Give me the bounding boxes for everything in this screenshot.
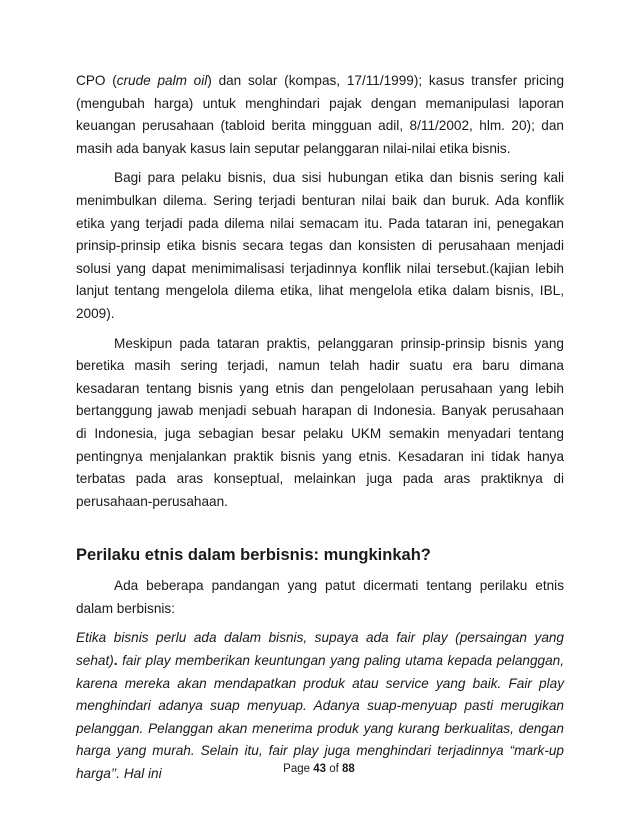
paragraph-5 (76, 627, 564, 785)
bold-period: . (113, 653, 118, 669)
italic-text: Etika bisnis perlu ada dalam bisnis, supaya ada fair play (persaingan yang sehat) (76, 630, 564, 669)
total-page-number: 88 (342, 763, 355, 775)
paragraph-4: Ada beberapa pandangan yang patut dicermati tentang perilaku etnis dalam berbisnis: (76, 578, 564, 616)
current-page-number: 43 (313, 763, 327, 775)
paragraph-1 (76, 70, 564, 160)
paragraph-3: Meskipun pada tataran praktis, pelanggaran prinsip-prinsip bisnis yang beretika masih sering terjadi, namun telah hadir suatu era baru dimana kesadaran tentang bisnis yang etnis dan pengelolaan perusahaan yang lebih bertanggung jawab menjadi sebuah harapan di Indonesia. Banyak perusahaan di Indonesia, juga sebagian besar pelaku UKM semakin menyadari tentang pentingnya menjalankan praktik bisnis yang etnis. Kesadaran ini tidak hanya terbatas pada aras konseptual, melainkan juga pada aras praktiknya di perusahaan-perusahaan. (76, 335, 564, 509)
paragraph-2: Bagi para pelaku bisnis, dua sisi hubungan etika dan bisnis sering kali menimbulkan dilema. Sering terjadi benturan nilai baik dan buruk. Ada konflik etika yang terjadi pada dilema nilai semacam itu. Pada tataran ini, penegakan prinsip-prinsip etika bisnis secara tegas dan konsisten di perusahaan menjadi solusi yang dapat menimimalisasi terjadinnya konflik nilai tersebut.(kajian lebih lanjut tentang mengelola dilema etika, lihat mengelola etika dalam bisnis, IBL, 2009). (76, 170, 564, 321)
page-footer (0, 763, 638, 775)
text-run: CPO ( (76, 73, 117, 88)
footer-of: of (326, 763, 343, 775)
text-run: ) dan solar (kompas, 17/11/1999); kasus transfer pricing (mengubah harga) untuk menghindari pajak dengan memanipulasi laporan keuangan perusahaan (tabloid berita mingguan adil, 8/11/2002, hlm. 20); dan masih ada banyak kasus lain seputar pelanggaran nilai-nilai etika bisnis. (76, 73, 565, 156)
section-heading: Perilaku etnis dalam berbisnis: mungkinkah? (76, 546, 431, 565)
italic-text: fair play memberikan keuntungan yang paling utama kepada pelanggan, karena mereka akan mendapatkan produk atau service yang baik. Fair play menghindari adanya suap menyuap. Adanya suap-menyuap pasti merugikan pelanggan. Pelanggan akan menerima produk yang kurang berkualitas, dengan harga yang murah. Selain itu, fair play juga menghindari terjadinnya “mark-up harga’’. Hal ini (76, 653, 564, 782)
footer-prefix: Page (283, 763, 314, 775)
italic-term: crude palm oil (116, 73, 208, 88)
document-body (76, 70, 564, 793)
